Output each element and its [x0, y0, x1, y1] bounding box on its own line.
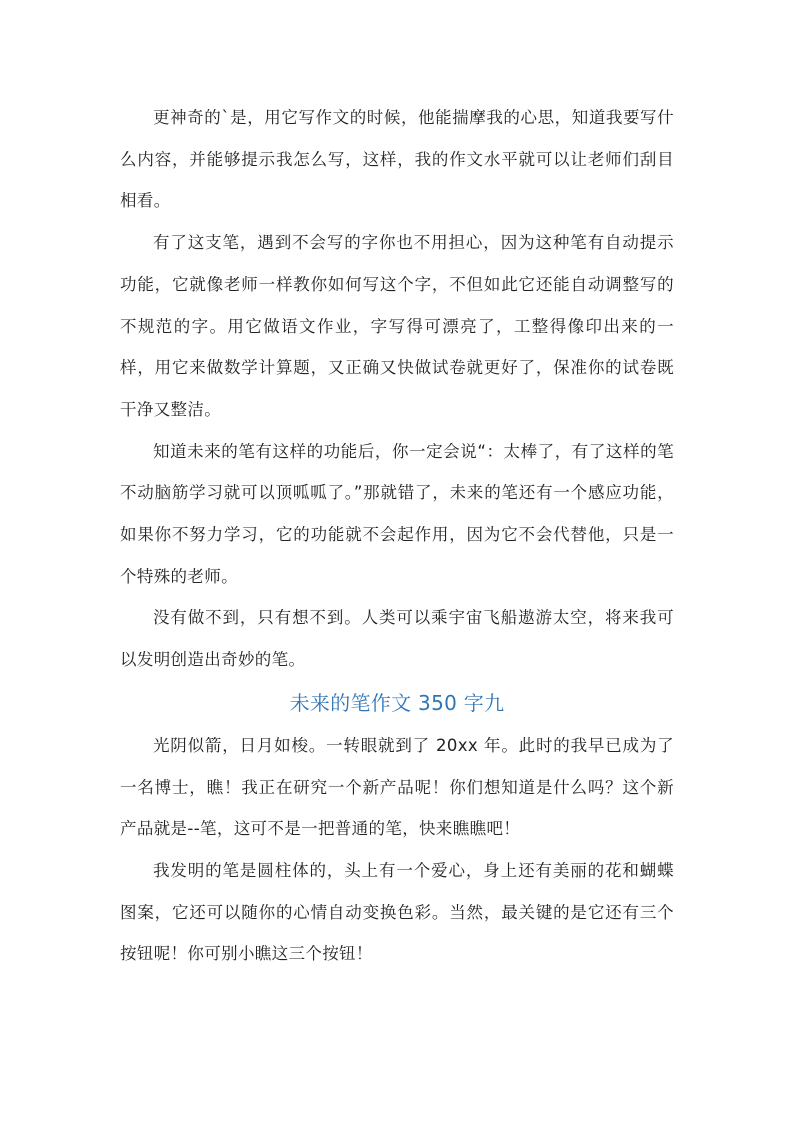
- paragraph: 我发明的笔是圆柱体的，头上有一个爱心，身上还有美丽的花和蝴蝶图案，它还可以随你的心情自动变换色彩。当然，最关键的是它还有三个按钮呢！你可别小瞧这三个按钮！: [120, 860, 674, 964]
- paragraph: 光阴似箭，日月如梭。一转眼就到了 20xx 年。此时的我早已成为了一名博士，瞧！我正在研究一个新产品呢！你们想知道是什么吗？这个新产品就是--笔，这可不是一把普通的笔，快来瞧瞧吧！: [120, 735, 674, 839]
- section-heading: 未来的笔作文 350 字九: [289, 690, 505, 715]
- document-body: [120, 97, 674, 975]
- paragraph: 知道未来的笔有这样的功能后，你一定会说“：太棒了，有了这样的笔不动脑筋学习就可以顶呱呱了。”那就错了，未来的笔还有一个感应功能，如果你不努力学习，它的功能就不会起作用，因为它不会代替他，只是一个特殊的老师。: [120, 441, 674, 586]
- paragraph: 有了这支笔，遇到不会写的字你也不用担心，因为这种笔有自动提示功能，它就像老师一样教你如何写这个字，不但如此它还能自动调整写的不规范的字。用它做语文作业，字写得可漂亮了，工整得像印出来的一样，用它来做数学计算题，又正确又快做试卷就更好了，保准你的试卷既干净又整洁。: [120, 233, 674, 419]
- paragraph: 没有做不到，只有想不到。人类可以乘宇宙飞船遨游太空，将来我可以发明创造出奇妙的笔。: [120, 608, 674, 670]
- paragraph: 更神奇的`是，用它写作文的时候，他能揣摩我的心思，知道我要写什么内容，并能够提示我怎么写，这样，我的作文水平就可以让老师们刮目相看。: [120, 108, 674, 211]
